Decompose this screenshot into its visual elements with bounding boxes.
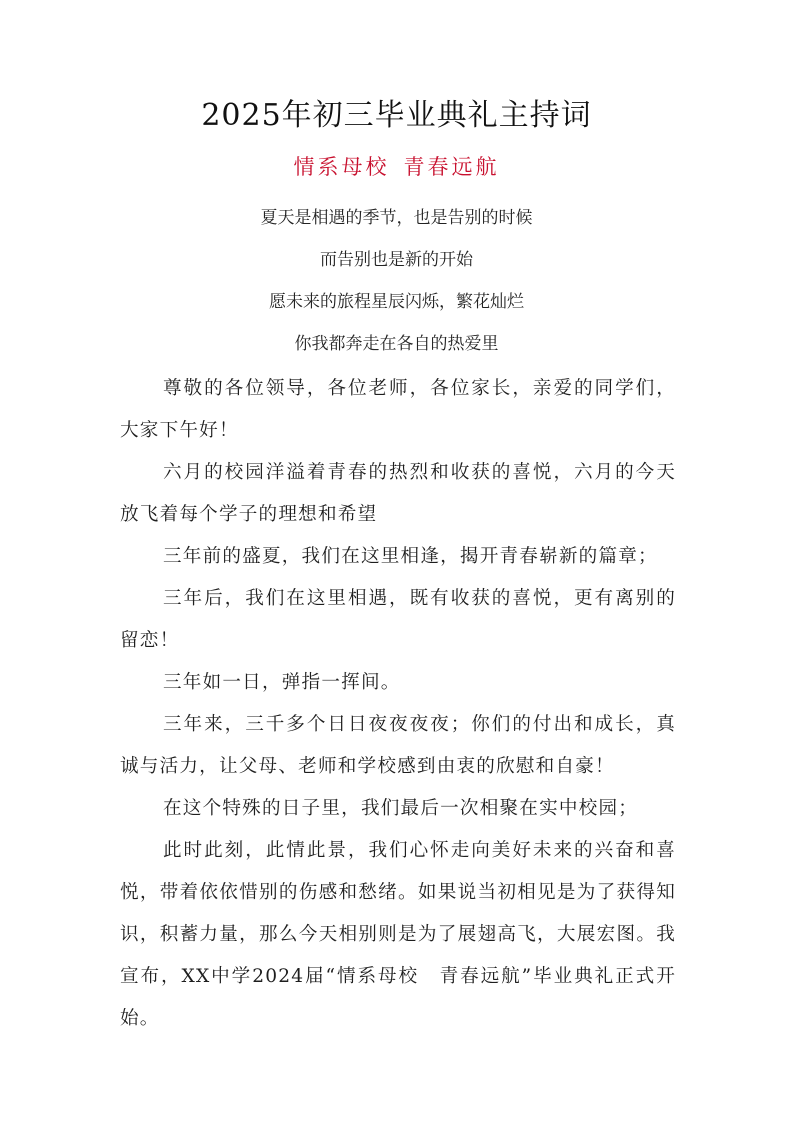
paragraph: 三年后，我们在这里相遇，既有收获的喜悦，更有离别的留恋！: [120, 588, 676, 651]
paragraph-declaration: 此时此刻，此情此景，我们心怀走向美好未来的兴奋和喜悦，带着依依惜别的伤感和愁绪。如果说当初相见是为了获得知识，积蓄力量，那么今天相别则是为了展翅高飞，大展宏图。我宣布，XX中学2024届“情系母校 青春远航”毕业典礼正式开始。: [120, 840, 676, 1029]
verse-line: 愿未来的旅程星辰闪烁，繁花灿烂: [269, 292, 524, 312]
subtitle-part-1: 情系母校: [293, 155, 390, 179]
document-subtitle: [0, 152, 793, 182]
paragraph: 在这个特殊的日子里，我们最后一次相聚在实中校园；: [163, 798, 639, 819]
paragraph: 三年前的盛夏，我们在这里相逢，揭开青春崭新的篇章；: [163, 546, 658, 567]
paragraph: 六月的校园洋溢着青春的热烈和收获的喜悦，六月的今天放飞着每个学子的理想和希望: [120, 462, 676, 525]
subtitle-part-2: 青春远航: [403, 155, 500, 179]
paragraph-greeting: 尊敬的各位领导，各位老师，各位家长，亲爱的同学们，大家下午好！: [120, 378, 676, 441]
paragraph: 三年如一日，弹指一挥间。: [163, 672, 401, 693]
verse-line: 你我都奔走在各自的热爱里: [294, 334, 499, 354]
paragraph: 三年来，三千多个日日夜夜夜夜；你们的付出和成长，真诚与活力，让父母、老师和学校感到由衷的欣慰和自豪！: [120, 714, 676, 777]
verse-line: 夏天是相遇的季节，也是告别的时候: [260, 208, 533, 228]
document-title: 2025年初三毕业典礼主持词: [201, 98, 592, 133]
document-body: [120, 368, 676, 1040]
verse-line: 而告别也是新的开始: [320, 250, 473, 270]
